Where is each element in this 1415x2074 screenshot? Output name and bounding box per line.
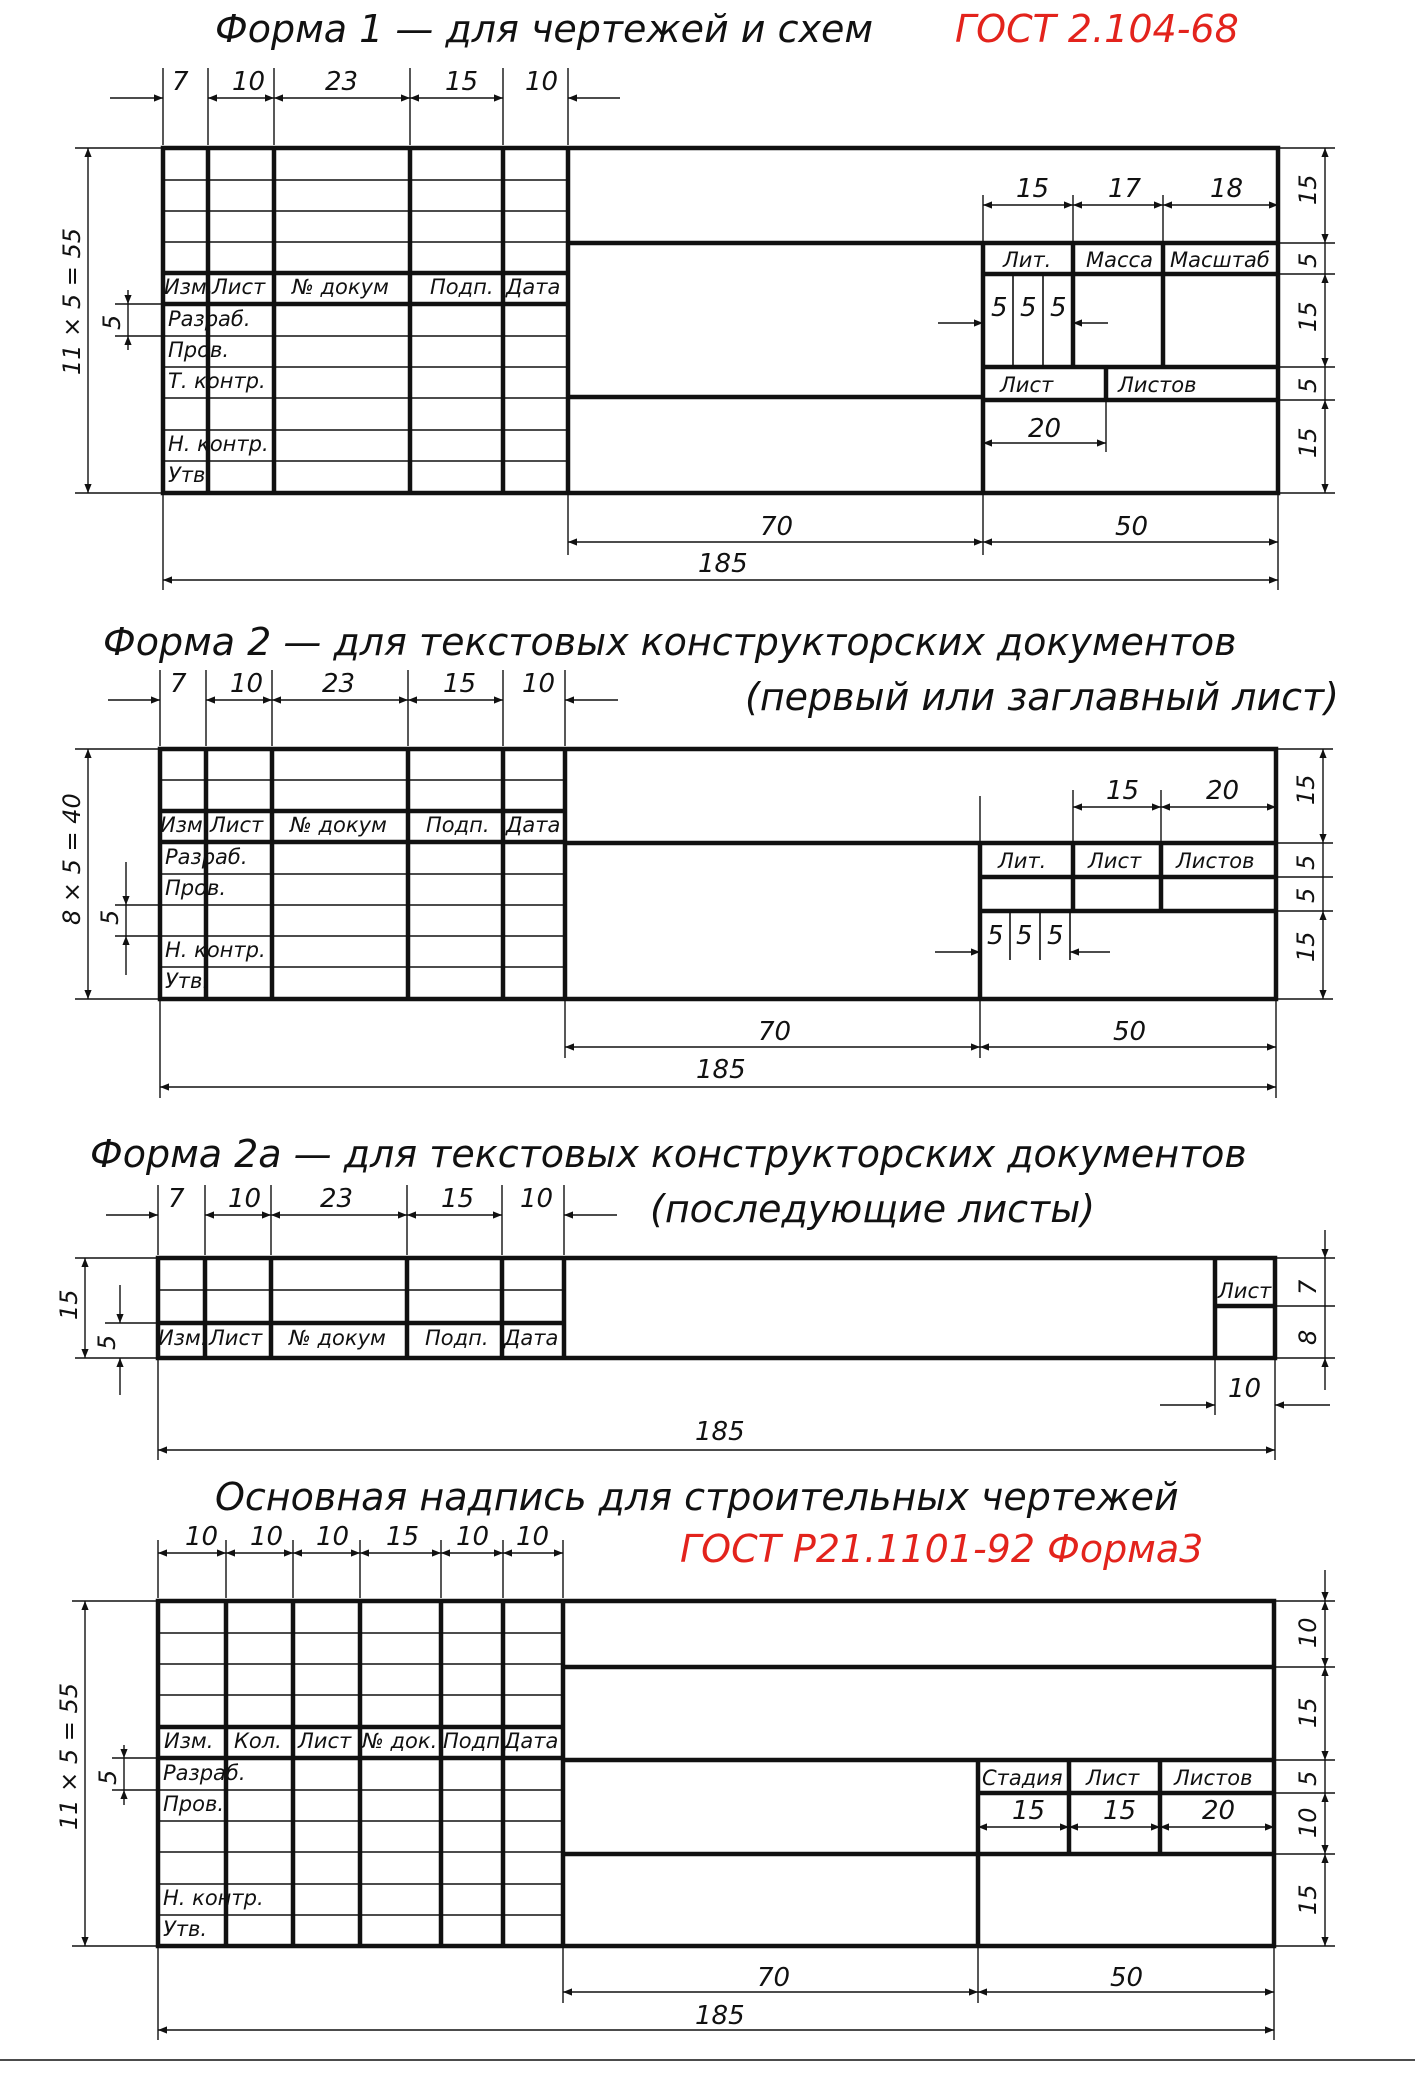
dim-70: 70 xyxy=(758,1017,792,1047)
dim-10: 10 xyxy=(456,1522,490,1552)
dim-5: 5 xyxy=(1292,854,1320,870)
row-prov: Пров. xyxy=(163,1792,225,1816)
dim-15: 15 xyxy=(1292,774,1320,805)
dim-15: 15 xyxy=(445,67,479,97)
row-utv: Утв. xyxy=(165,969,210,993)
dim-7: 7 xyxy=(1294,1279,1322,1295)
forma2a-side-dims xyxy=(1275,1230,1335,1390)
dim-5: 5 xyxy=(1294,252,1322,268)
forma1 xyxy=(58,7,1335,590)
dim-50: 50 xyxy=(1113,1017,1147,1047)
forma2-subtitle: (первый или заглавный лист) xyxy=(745,675,1339,719)
forma2a-top-dims xyxy=(106,1184,617,1255)
dim-11x5: 11 × 5 = 55 xyxy=(55,1682,83,1830)
label-list: Лист xyxy=(1088,849,1142,873)
label-listov: Листов xyxy=(1118,373,1197,397)
label-massa: Масса xyxy=(1086,248,1153,272)
dim-185: 185 xyxy=(696,1055,746,1085)
dim-5: 5 xyxy=(1020,293,1037,323)
forma3-left-dims xyxy=(55,1601,158,1946)
dim-15: 15 xyxy=(1016,174,1050,204)
dim-15: 15 xyxy=(1292,931,1320,962)
dim-10: 10 xyxy=(516,1522,550,1552)
dim-50: 50 xyxy=(1115,512,1149,542)
dim-17: 17 xyxy=(1108,174,1142,204)
label-list: Лист xyxy=(1218,1279,1272,1303)
col-kol: Кол. xyxy=(234,1729,282,1753)
label-listov: Листов xyxy=(1174,1766,1253,1790)
dim-15: 15 xyxy=(1294,427,1322,458)
dim-20: 20 xyxy=(1206,776,1240,806)
dim-23: 23 xyxy=(320,1184,354,1214)
forma2a-left-dims xyxy=(55,1258,158,1395)
forma1-top-dims xyxy=(110,67,620,145)
col-list: Лист xyxy=(212,275,266,299)
dim-185: 185 xyxy=(695,2001,745,2031)
forma3 xyxy=(55,1475,1335,2040)
label-masshtab: Масштаб xyxy=(1170,248,1270,272)
forma3-gost: ГОСТ Р21.1101-92 Форма3 xyxy=(680,1527,1204,1571)
dim-185: 185 xyxy=(695,1417,745,1447)
row-razrab: Разраб. xyxy=(168,307,251,331)
col-nomer-dokum: № докум xyxy=(289,1326,386,1350)
dim-7: 7 xyxy=(170,669,187,699)
dim-10: 10 xyxy=(525,67,559,97)
dim-18: 18 xyxy=(1210,174,1244,204)
dim-8x5: 8 × 5 = 40 xyxy=(58,793,86,925)
dim-15: 15 xyxy=(55,1289,83,1320)
col-list: Лист xyxy=(298,1729,352,1753)
forma1-gost: ГОСТ 2.104-68 xyxy=(955,7,1239,51)
row-utv: Утв. xyxy=(163,1917,208,1941)
col-podp: Подп. xyxy=(430,275,494,299)
forma1-left-dims xyxy=(58,148,163,493)
forma3-side-dims xyxy=(1274,1570,1335,1946)
label-list: Лист xyxy=(1086,1766,1140,1790)
dim-10: 10 xyxy=(230,669,264,699)
dim-5: 5 xyxy=(1294,1770,1322,1786)
forma1-side-dims xyxy=(1278,148,1335,493)
col-list: Лист xyxy=(209,1326,263,1350)
dim-23: 23 xyxy=(322,669,356,699)
label-listov: Листов xyxy=(1176,849,1255,873)
row-prov: Пров. xyxy=(165,876,227,900)
forma2a xyxy=(55,1132,1335,1460)
forma1-title: Форма 1 — для чертежей и схем xyxy=(215,7,874,51)
dim-10: 10 xyxy=(185,1522,219,1552)
dim-15: 15 xyxy=(1294,1884,1322,1915)
col-izm: Изм. xyxy=(160,813,210,837)
dim-10: 10 xyxy=(232,67,266,97)
dim-10: 10 xyxy=(1294,1807,1322,1838)
col-podp: Подп. xyxy=(425,1326,489,1350)
dim-70: 70 xyxy=(757,1963,791,1993)
col-izm: Изм. xyxy=(164,275,214,299)
dim-10: 10 xyxy=(250,1522,284,1552)
label-lit: Лит. xyxy=(998,849,1047,873)
dim-15: 15 xyxy=(1294,1697,1322,1728)
row-razrab: Разраб. xyxy=(165,845,248,869)
col-izm: Изм. xyxy=(158,1326,208,1350)
forma2 xyxy=(58,620,1339,1098)
dim-20: 20 xyxy=(1202,1796,1236,1826)
forma2a-subtitle: (последующие листы) xyxy=(650,1187,1096,1231)
dim-5: 5 xyxy=(1047,921,1064,951)
row-n-kontr: Н. контр. xyxy=(165,938,266,962)
dim-15: 15 xyxy=(386,1522,420,1552)
forma2-top-dims xyxy=(108,669,618,746)
forma2-left-dims xyxy=(58,749,160,999)
dim-15: 15 xyxy=(1012,1796,1046,1826)
label-lit: Лит. xyxy=(1003,248,1052,272)
dim-10: 10 xyxy=(228,1184,262,1214)
dim-11x5: 11 × 5 = 55 xyxy=(58,227,86,375)
col-podp: Подп. xyxy=(443,1729,507,1753)
dim-5: 5 xyxy=(1050,293,1067,323)
col-data: Дата xyxy=(506,275,561,299)
dim-70: 70 xyxy=(760,512,794,542)
col-data: Дата xyxy=(504,1326,559,1350)
dim-23: 23 xyxy=(325,67,359,97)
row-razrab: Разраб. xyxy=(163,1761,246,1785)
dim-5: 5 xyxy=(98,314,126,330)
dim-10: 10 xyxy=(316,1522,350,1552)
row-n-kontr: Н. контр. xyxy=(168,432,269,456)
forma3-title: Основная надпись для строительных чертежей xyxy=(215,1475,1179,1519)
label-stadiya: Стадия xyxy=(982,1766,1063,1790)
dim-15: 15 xyxy=(441,1184,475,1214)
dim-8: 8 xyxy=(1294,1329,1322,1345)
dim-50: 50 xyxy=(1110,1963,1144,1993)
dim-7: 7 xyxy=(168,1184,185,1214)
dim-7: 7 xyxy=(172,67,189,97)
dim-5: 5 xyxy=(987,921,1004,951)
row-utv: Утв. xyxy=(168,463,213,487)
forma2-side-dims xyxy=(1276,749,1333,999)
dim-5: 5 xyxy=(1292,887,1320,903)
dim-20: 20 xyxy=(1028,414,1062,444)
row-t-kontr: Т. контр. xyxy=(168,369,266,393)
dim-5: 5 xyxy=(1294,377,1322,393)
dim-5: 5 xyxy=(1016,921,1033,951)
dim-15: 15 xyxy=(1294,301,1322,332)
dim-10: 10 xyxy=(1294,1617,1322,1648)
dim-5: 5 xyxy=(94,1769,122,1785)
forma2-title: Форма 2 — для текстовых конструкторских документов xyxy=(103,620,1237,664)
dim-5: 5 xyxy=(96,909,124,925)
col-nomer-dokum: № докум xyxy=(292,275,389,299)
col-nomer-dokum: № докум xyxy=(290,813,387,837)
col-izm: Изм. xyxy=(164,1729,214,1753)
col-data: Дата xyxy=(506,813,561,837)
dim-15: 15 xyxy=(443,669,477,699)
forma2a-title: Форма 2а — для текстовых конструкторских документов xyxy=(90,1132,1247,1176)
dim-5: 5 xyxy=(991,293,1008,323)
row-n-kontr: Н. контр. xyxy=(163,1886,264,1910)
col-list: Лист xyxy=(210,813,264,837)
dim-185: 185 xyxy=(698,549,748,579)
col-data: Дата xyxy=(504,1729,559,1753)
row-prov: Пров. xyxy=(168,338,230,362)
forma3-top-dims xyxy=(158,1522,563,1598)
dim-15: 15 xyxy=(1103,1796,1137,1826)
dim-15: 15 xyxy=(1106,776,1140,806)
dim-10: 10 xyxy=(1228,1374,1262,1404)
dim-5: 5 xyxy=(93,1334,121,1350)
dim-10: 10 xyxy=(520,1184,554,1214)
label-list: Лист xyxy=(1000,373,1054,397)
col-nomer-dok: № док. xyxy=(362,1729,438,1753)
col-podp: Подп. xyxy=(426,813,490,837)
dim-15: 15 xyxy=(1294,174,1322,205)
dim-10: 10 xyxy=(522,669,556,699)
